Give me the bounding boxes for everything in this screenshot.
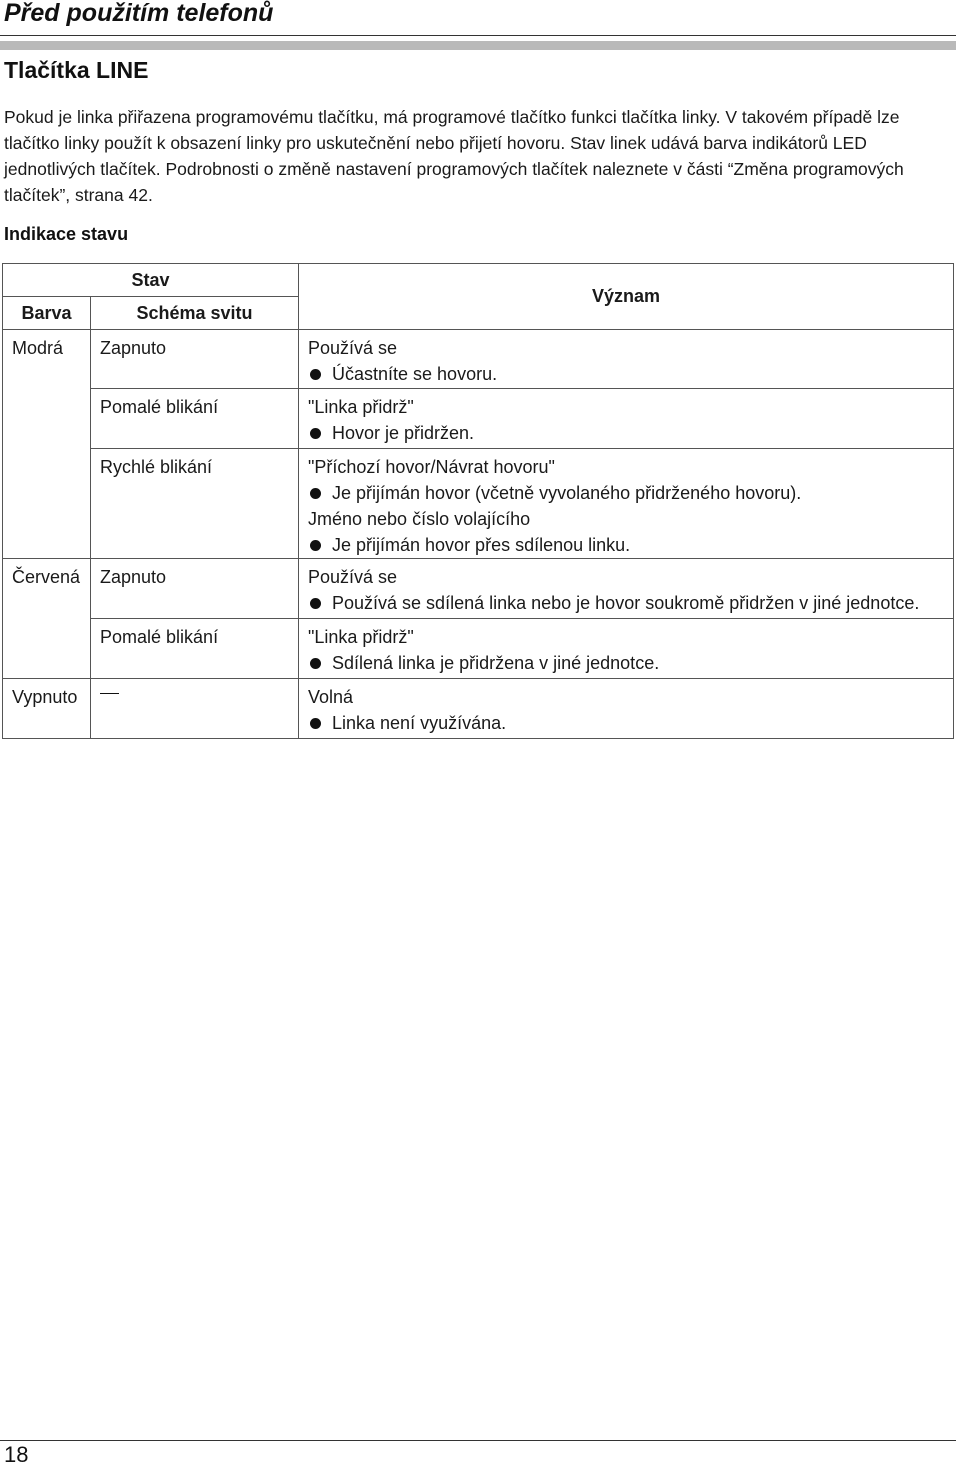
meaning-line bbox=[308, 564, 953, 590]
meaning-line bbox=[308, 394, 953, 420]
meaning-cell bbox=[299, 330, 954, 389]
pattern-cell: Zapnuto bbox=[91, 330, 299, 389]
meaning-text: Volná bbox=[308, 687, 354, 707]
table-row bbox=[3, 389, 954, 449]
status-table bbox=[2, 263, 954, 739]
pattern-cell: Pomalé blikání bbox=[91, 619, 299, 679]
bullet-line bbox=[308, 480, 953, 506]
section-bar bbox=[0, 41, 956, 50]
meaning-text: Používá se bbox=[308, 338, 398, 358]
chapter-title: Před použitím telefonů bbox=[4, 0, 274, 27]
bullet-line bbox=[308, 710, 953, 736]
meaning-text: Linka není využívána. bbox=[332, 713, 507, 733]
bullet-line bbox=[308, 590, 953, 616]
meaning-text: Používá se bbox=[308, 567, 398, 587]
table-row bbox=[3, 679, 954, 739]
header-row-top bbox=[3, 264, 954, 297]
meaning-line bbox=[308, 506, 953, 532]
table-row bbox=[3, 449, 954, 559]
meaning-cell bbox=[299, 389, 954, 449]
header-barva: Barva bbox=[3, 297, 91, 330]
meaning-line bbox=[308, 335, 953, 361]
color-cell: Modrá bbox=[3, 330, 91, 559]
pattern-cell: Rychlé blikání bbox=[91, 449, 299, 559]
header-stav: Stav bbox=[3, 264, 299, 297]
bullet-line bbox=[308, 361, 953, 387]
bullet-line bbox=[308, 532, 953, 558]
intro-paragraph: Pokud je linka přiřazena programovému tlačítku, má programové tlačítko funkci tlačítka linky. V takovém případě lze tlačítko linky použít k obsazení linky pro uskutečnění nebo přijetí hovoru. Stav linek udává barva indikátorů LED jednotlivých tlačítek. Podrobnosti o změně nastavení programových tlačítek naleznete v části “Změna programových tlačítek”, strana 42. bbox=[4, 107, 904, 205]
meaning-cell bbox=[299, 559, 954, 619]
meaning-line bbox=[308, 454, 953, 480]
bullet-icon bbox=[310, 428, 321, 439]
bullet-icon bbox=[310, 369, 321, 380]
meaning-text: Hovor je přidržen. bbox=[332, 423, 475, 443]
bullet-line bbox=[308, 650, 953, 676]
section-title: Tlačítka LINE bbox=[4, 57, 149, 83]
meaning-text: "Linka přidrž" bbox=[308, 397, 414, 417]
meaning-cell bbox=[299, 619, 954, 679]
table-row bbox=[3, 330, 954, 389]
meaning-text: Účastníte se hovoru. bbox=[332, 364, 498, 384]
status-table-body bbox=[3, 330, 954, 739]
meaning-cell bbox=[299, 679, 954, 739]
table-row bbox=[3, 559, 954, 619]
page-number: 18 bbox=[4, 1442, 29, 1467]
meaning-text: Je přijímán hovor (včetně vyvolaného přidrženého hovoru). bbox=[332, 483, 802, 503]
bullet-icon bbox=[310, 658, 321, 669]
pattern-cell bbox=[91, 679, 299, 739]
meaning-line bbox=[308, 684, 953, 710]
meaning-line bbox=[308, 624, 953, 650]
meaning-text: Je přijímán hovor přes sdílenou linku. bbox=[332, 535, 631, 555]
bullet-icon bbox=[310, 540, 321, 551]
header-vyznam: Význam bbox=[299, 264, 954, 330]
status-subheading: Indikace stavu bbox=[4, 224, 129, 244]
pattern-cell: Zapnuto bbox=[91, 559, 299, 619]
footer-divider bbox=[0, 1440, 956, 1441]
bullet-icon bbox=[310, 598, 321, 609]
header-schema: Schéma svitu bbox=[91, 297, 299, 330]
color-cell: Vypnuto bbox=[3, 679, 91, 739]
bullet-icon bbox=[310, 488, 321, 499]
bullet-icon bbox=[310, 718, 321, 729]
dash-glyph bbox=[100, 693, 119, 694]
meaning-text: Jméno nebo číslo volajícího bbox=[308, 509, 531, 529]
meaning-text: "Příchozí hovor/Návrat hovoru" bbox=[308, 457, 555, 477]
meaning-text: "Linka přidrž" bbox=[308, 627, 414, 647]
color-cell: Červená bbox=[3, 559, 91, 679]
table-row bbox=[3, 619, 954, 679]
chapter-divider bbox=[0, 35, 956, 36]
bullet-line bbox=[308, 420, 953, 446]
meaning-text: Sdílená linka je přidržena v jiné jednotce. bbox=[332, 653, 660, 673]
meaning-text: Používá se sdílená linka nebo je hovor soukromě přidržen v jiné jednotce. bbox=[332, 593, 920, 613]
meaning-cell bbox=[299, 449, 954, 559]
pattern-cell: Pomalé blikání bbox=[91, 389, 299, 449]
